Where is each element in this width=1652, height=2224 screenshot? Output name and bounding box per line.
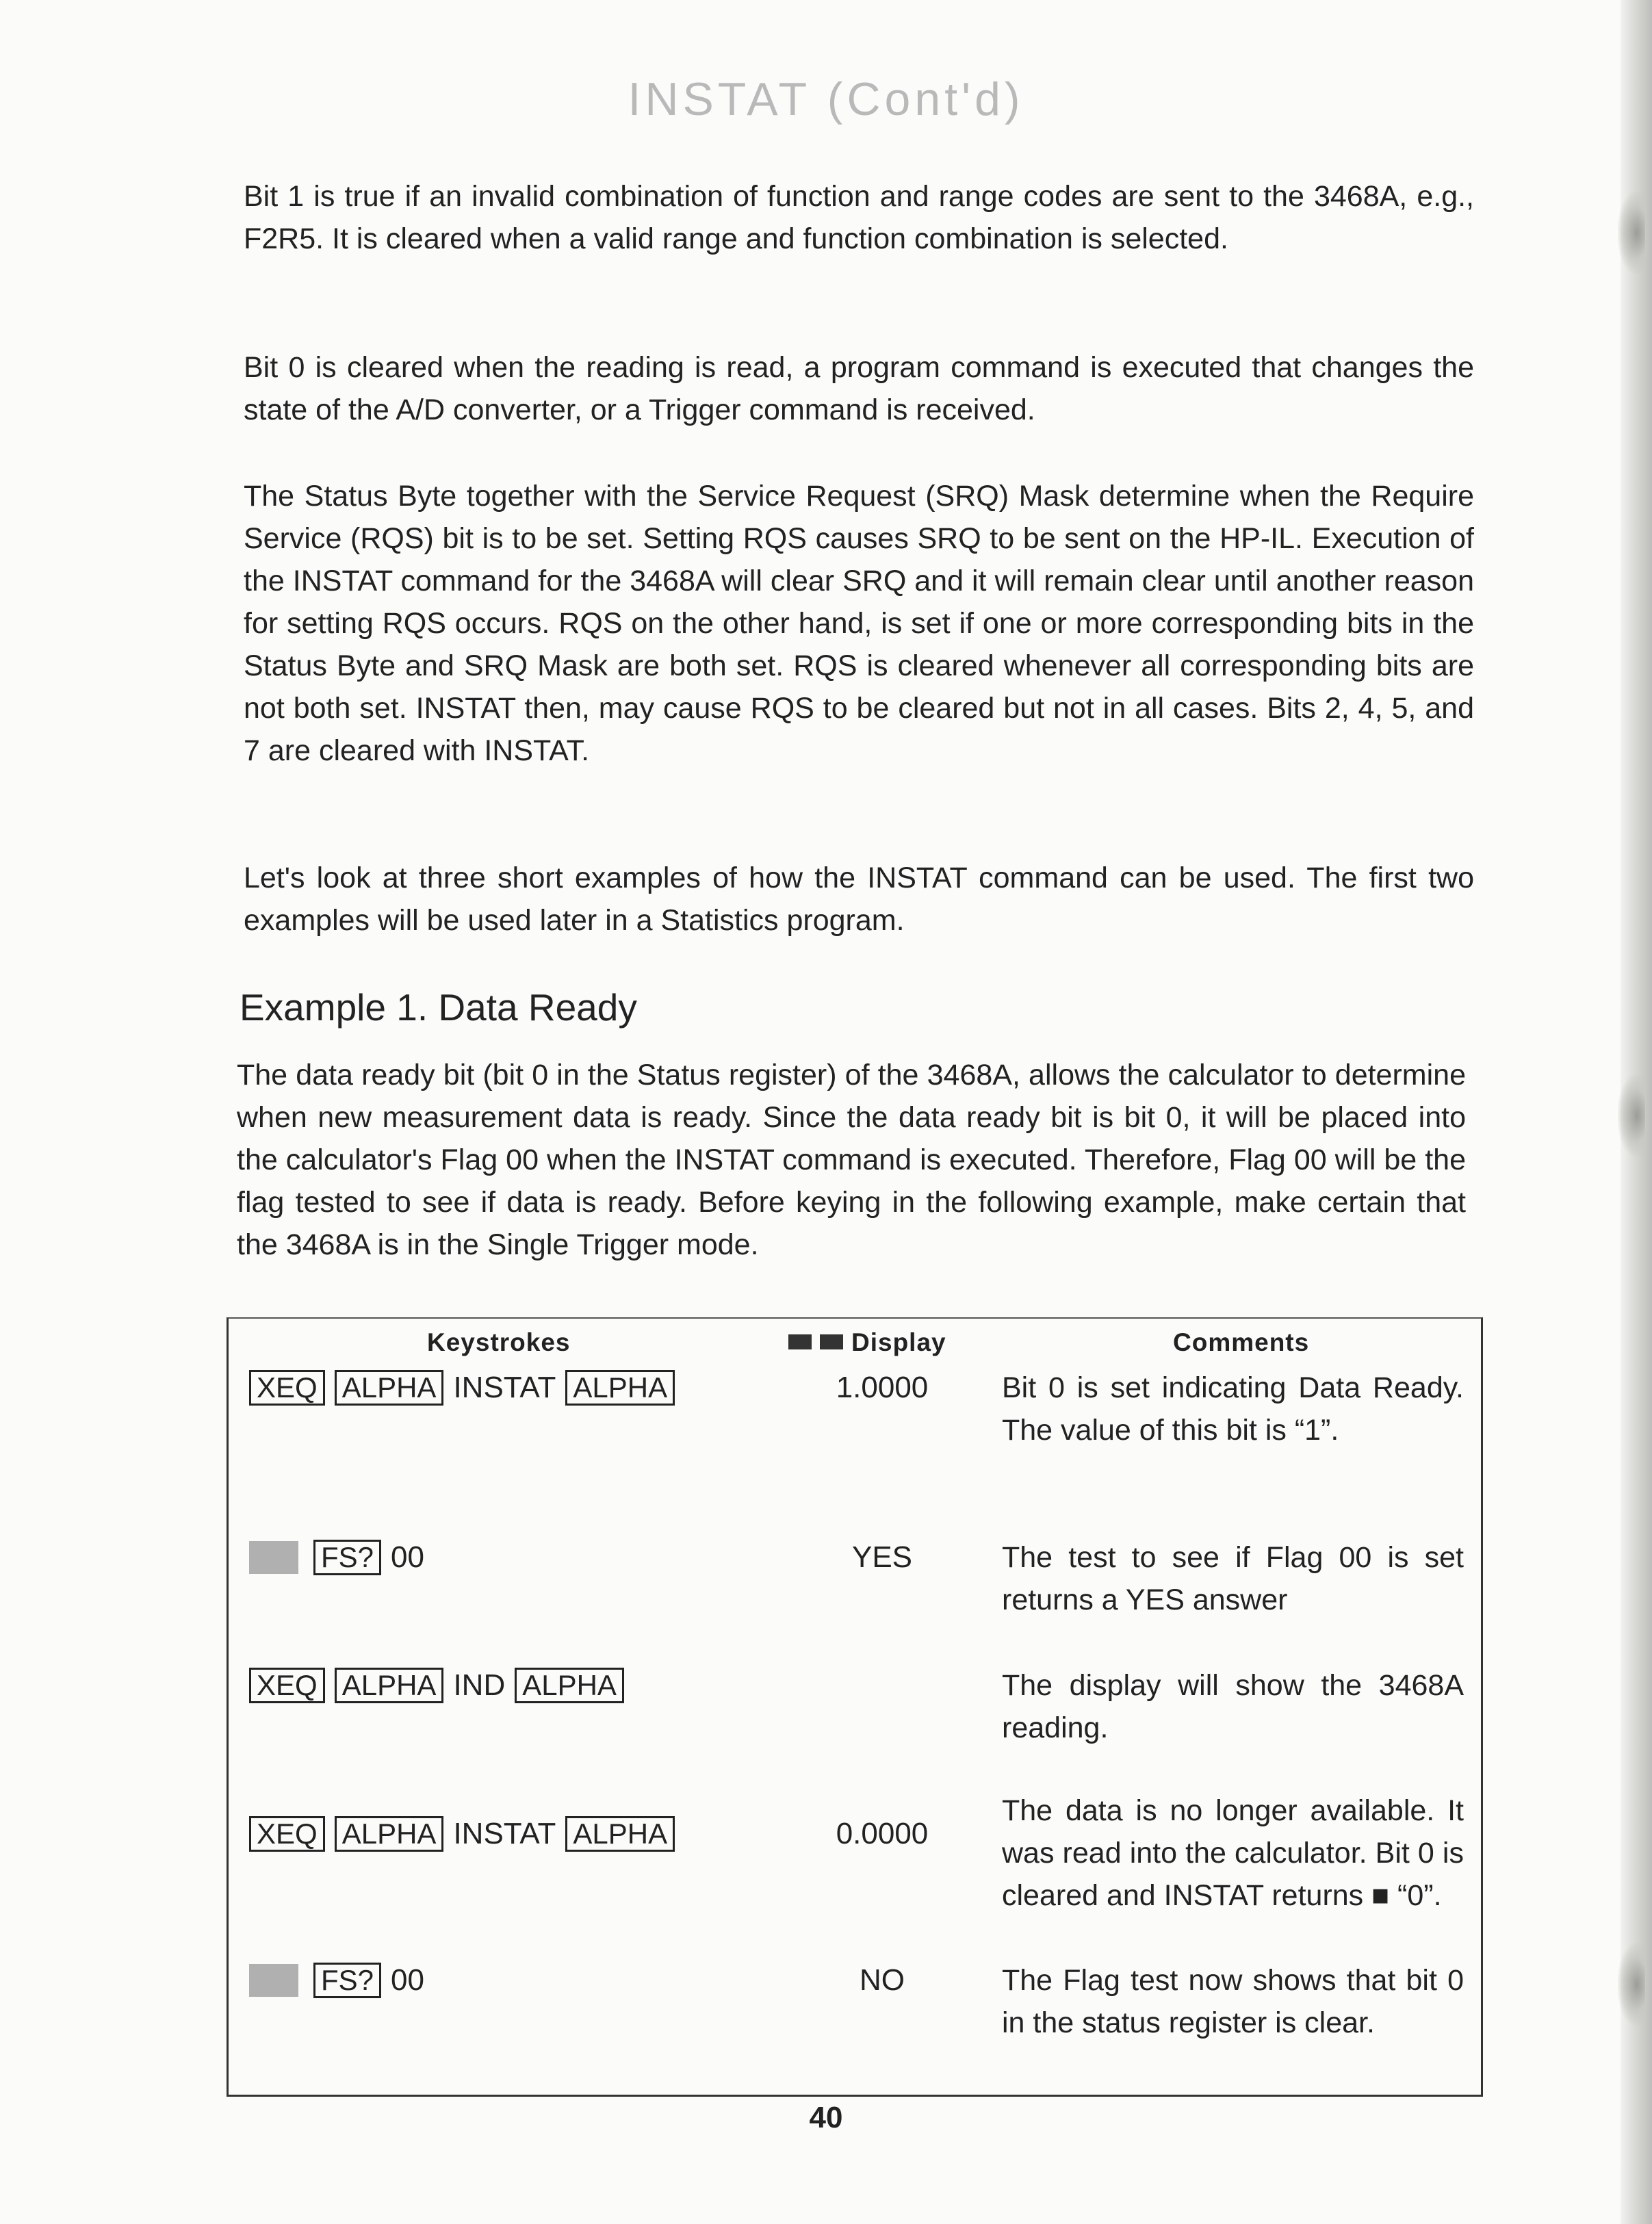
shift-key-icon bbox=[249, 1964, 298, 1997]
page-title: INSTAT (Cont'd) bbox=[628, 73, 1024, 125]
keystroke-text: 00 bbox=[391, 1540, 424, 1574]
alpha-key: ALPHA bbox=[335, 1668, 444, 1703]
display-cell: 0.0000 bbox=[836, 1817, 929, 1850]
keystrokes-cell bbox=[249, 1536, 434, 1579]
header-comments: Comments bbox=[1173, 1328, 1310, 1356]
header-keystrokes: Keystrokes bbox=[427, 1328, 571, 1356]
example-intro: The data ready bit (bit 0 in the Status register) of the 3468A, allows the calculator to determine when new measurement data is ready. Since the data ready bit is bit 0, it will be placed into the calculator's Flag 00 when the INSTAT command is executed. Therefore, Flag 00 will be the flag tested to see if data is ready. Before keying in the following example, make certain that the 3468A is in the Single Trigger mode. bbox=[237, 1059, 1466, 1261]
xeq-key: XEQ bbox=[249, 1816, 325, 1852]
keystroke-text: INSTAT bbox=[453, 1371, 556, 1404]
keystroke-text: INSTAT bbox=[453, 1817, 556, 1850]
keystrokes-cell bbox=[249, 1959, 434, 2002]
binding-mark bbox=[1618, 1943, 1645, 2026]
paragraph-status-byte: The Status Byte together with the Service Request (SRQ) Mask determine when the Require Service (RQS) bit is to be set. Setting RQS causes SRQ to be sent on the HP-IL. Execution of the INSTAT command for the 3468A will clear SRQ and it will remain clear until another reason for setting RQS occurs. RQS on the other hand, is set if one or more corresponding bits in the Status Byte and SRQ Mask are both set. RQS is cleared whenever all corresponding bits are not both set. INSTAT then, may cause RQS to be cleared but not in all cases. Bits 2, 4, 5, and 7 are cleared with INSTAT. bbox=[244, 480, 1474, 767]
alpha-key: ALPHA bbox=[335, 1370, 444, 1406]
comment-cell: The data is no longer available. It was read into the calculator. Bit 0 is cleared and INSTAT returns ■ “0”. bbox=[1002, 1794, 1464, 1912]
binding-mark bbox=[1618, 1074, 1645, 1156]
keystroke-text: IND bbox=[453, 1668, 506, 1702]
comment-cell: The display will show the 3468A reading. bbox=[1002, 1669, 1464, 1744]
display-cell: NO bbox=[860, 1963, 905, 1997]
keystroke-text: 00 bbox=[391, 1963, 424, 1997]
keystroke-table bbox=[227, 1317, 1483, 2097]
page-edge bbox=[1621, 0, 1652, 2224]
keystrokes-cell bbox=[249, 1664, 634, 1707]
comment-cell: The test to see if Flag 00 is set returns a YES answer bbox=[1002, 1541, 1464, 1616]
alpha-key: ALPHA bbox=[335, 1816, 444, 1852]
paragraph-examples-intro: Let's look at three short examples of how the INSTAT command can be used. The first two examples will be used later in a Statistics program. bbox=[244, 862, 1474, 937]
page-number: 40 bbox=[809, 2101, 843, 2134]
display-cell: 1.0000 bbox=[836, 1371, 929, 1404]
alpha-key: ALPHA bbox=[565, 1370, 675, 1406]
shift-key-icon bbox=[249, 1541, 298, 1574]
example-heading: Example 1. Data Ready bbox=[240, 986, 637, 1029]
xeq-key: XEQ bbox=[249, 1370, 325, 1406]
paragraph-bit0: Bit 0 is cleared when the reading is read, a program command is executed that changes the state of the A/D converter, or a Trigger command is received. bbox=[244, 351, 1474, 426]
keystrokes-cell bbox=[249, 1813, 684, 1855]
binding-mark bbox=[1618, 192, 1645, 274]
display-square-icon bbox=[788, 1334, 812, 1349]
keystrokes-cell bbox=[249, 1367, 684, 1409]
xeq-key: XEQ bbox=[249, 1668, 325, 1703]
comment-cell: The Flag test now shows that bit 0 in the status register is clear. bbox=[1002, 1964, 1464, 2039]
comment-cell: Bit 0 is set indicating Data Ready. The value of this bit is “1”. bbox=[1002, 1371, 1464, 1447]
alpha-key: ALPHA bbox=[515, 1668, 624, 1703]
paragraph-bit1: Bit 1 is true if an invalid combination of function and range codes are sent to the 3468A, e.g., F2R5. It is cleared when a valid range and function combination is selected. bbox=[244, 180, 1474, 255]
header-display: Display bbox=[788, 1328, 946, 1357]
display-square-icon bbox=[820, 1334, 843, 1349]
fs-key: FS? bbox=[313, 1963, 381, 1998]
display-cell: YES bbox=[851, 1540, 913, 1574]
alpha-key: ALPHA bbox=[565, 1816, 675, 1852]
fs-key: FS? bbox=[313, 1540, 381, 1575]
